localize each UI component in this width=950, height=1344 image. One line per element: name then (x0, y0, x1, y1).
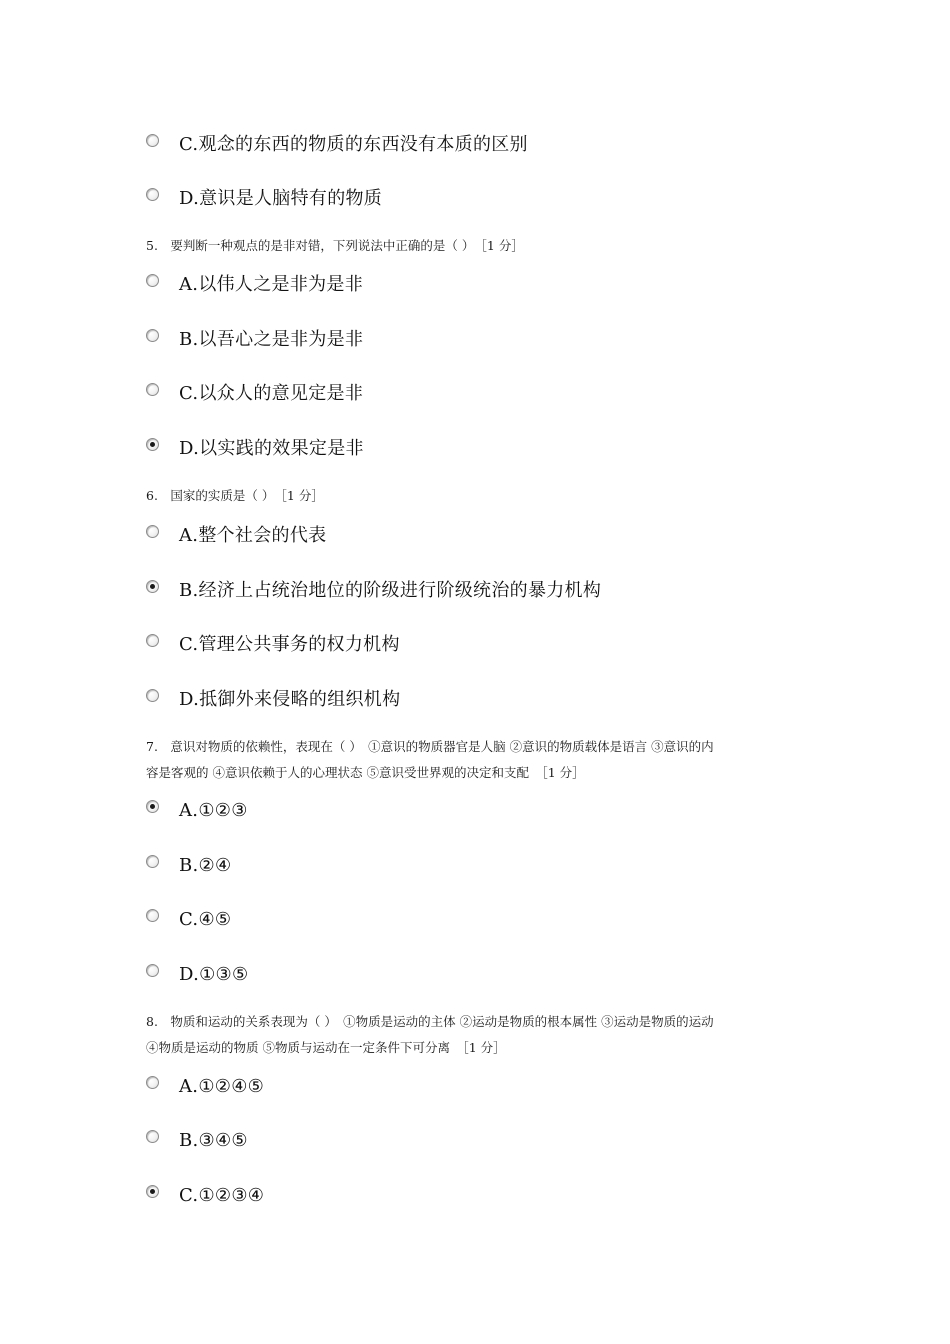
question-6-prompt (146, 483, 816, 509)
option-label: C.管理公共事务的权力机构 (179, 634, 400, 655)
option-label: B.经济上占统治地位的阶级进行阶级统治的暴力机构 (179, 580, 602, 601)
radio-icon[interactable] (146, 274, 159, 287)
option-7a[interactable] (146, 798, 248, 824)
option-label: C.观念的东西的物质的东西没有本质的区别 (179, 134, 528, 155)
question-text-line: 8. 物质和运动的关系表现为（ ） ①物质是运动的主体 ②运动是物质的根本属性 ③运动是物质的运动 (146, 1014, 714, 1029)
radio-icon[interactable] (146, 634, 159, 647)
option-label: B.③④⑤ (179, 1130, 248, 1151)
option-6c[interactable] (146, 632, 400, 658)
option-label: D.①③⑤ (179, 964, 249, 985)
option-label: A.①②③ (179, 800, 248, 821)
question-8-prompt (146, 1009, 816, 1061)
radio-selected-icon[interactable] (146, 580, 159, 593)
radio-selected-icon[interactable] (146, 1185, 159, 1198)
option-8a[interactable] (146, 1074, 264, 1100)
option-7d[interactable] (146, 962, 248, 988)
radio-icon[interactable] (146, 689, 159, 702)
option-label: B.②④ (179, 855, 232, 876)
option-5b[interactable] (146, 327, 363, 353)
option-label: D.以实践的效果定是非 (179, 438, 364, 459)
radio-icon[interactable] (146, 964, 159, 977)
radio-icon[interactable] (146, 383, 159, 396)
question-text-line: 5. 要判断一种观点的是非对错，下列说法中正确的是（ ） ［1 分］ (146, 238, 524, 253)
option-8c[interactable] (146, 1183, 264, 1209)
radio-icon[interactable] (146, 188, 159, 201)
option-label: A.以伟人之是非为是非 (179, 274, 364, 295)
radio-icon[interactable] (146, 525, 159, 538)
question-text-line: ④物质是运动的物质 ⑤物质与运动在一定条件下可分离 ［1 分］ (146, 1040, 506, 1055)
radio-icon[interactable] (146, 909, 159, 922)
radio-icon[interactable] (146, 1130, 159, 1143)
option-5d[interactable] (146, 436, 364, 462)
option-6d[interactable] (146, 687, 400, 713)
question-5-prompt (146, 233, 816, 259)
radio-icon[interactable] (146, 1076, 159, 1089)
option-4d[interactable] (146, 186, 382, 212)
radio-selected-icon[interactable] (146, 800, 159, 813)
option-8b[interactable] (146, 1128, 248, 1154)
option-label: A.①②④⑤ (179, 1076, 265, 1097)
option-label: C.①②③④ (179, 1185, 265, 1206)
option-6b[interactable] (146, 578, 601, 604)
radio-icon[interactable] (146, 329, 159, 342)
option-4c[interactable] (146, 132, 528, 158)
question-7-prompt (146, 734, 816, 786)
option-label: D.抵御外来侵略的组织机构 (179, 689, 401, 710)
radio-icon[interactable] (146, 134, 159, 147)
option-7c[interactable] (146, 907, 231, 933)
option-label: C.以众人的意见定是非 (179, 383, 364, 404)
option-label: B.以吾心之是非为是非 (179, 329, 364, 350)
option-label: A.整个社会的代表 (179, 525, 327, 546)
option-label: C.④⑤ (179, 909, 232, 930)
option-7b[interactable] (146, 853, 231, 879)
option-5c[interactable] (146, 381, 363, 407)
option-label: D.意识是人脑特有的物质 (179, 188, 383, 209)
question-text-line: 7. 意识对物质的依赖性，表现在（ ） ①意识的物质器官是人脑 ②意识的物质载体是语言 ③意识的内 (146, 739, 714, 754)
radio-selected-icon[interactable] (146, 438, 159, 451)
question-text-line: 6. 国家的实质是（ ） ［1 分］ (146, 488, 324, 503)
question-text-line: 容是客观的 ④意识依赖于人的心理状态 ⑤意识受世界观的决定和支配 ［1 分］ (146, 765, 585, 780)
radio-icon[interactable] (146, 855, 159, 868)
option-5a[interactable] (146, 272, 363, 298)
option-6a[interactable] (146, 523, 326, 549)
